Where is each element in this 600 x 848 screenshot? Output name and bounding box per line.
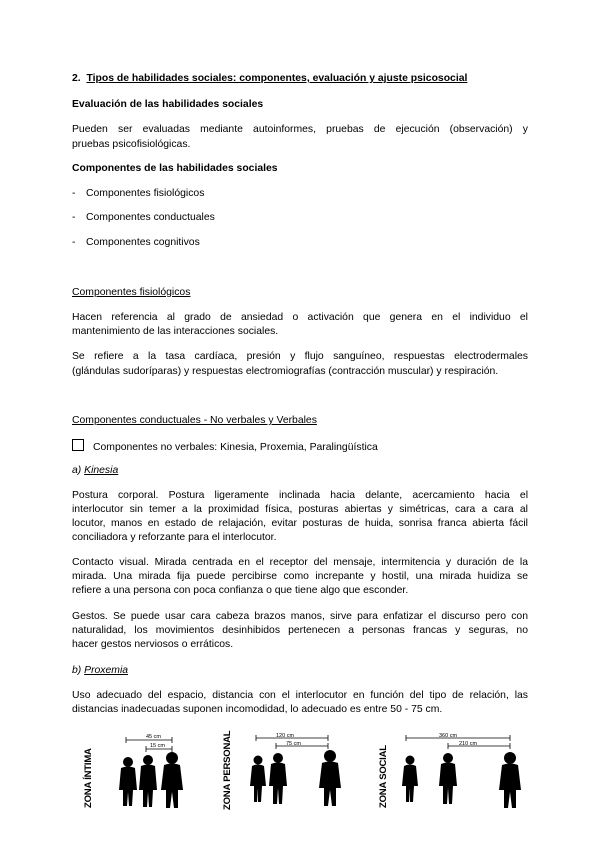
zone-label: ZONA PERSONAL	[222, 730, 233, 810]
bullet-dash: -	[72, 212, 76, 223]
kinesia-title: Kinesia	[84, 465, 119, 476]
zone-inner-distance: 75 cm	[286, 741, 301, 747]
zone-outer-distance: 45 cm	[146, 734, 161, 740]
paragraph-line: Uso adecuado del espacio, distancia con el interlocutor en función del tipo de relación, las	[72, 690, 528, 701]
zone-outer-distance: 360 cm	[439, 733, 458, 739]
paragraph-line: refiere a una persona con poca confianza o que tiene algo que esconder.	[72, 585, 409, 596]
fisiologicos-heading: Componentes fisiológicos	[72, 287, 191, 298]
conductuales-heading: Componentes conductuales - No verbales y Verbales	[72, 415, 317, 426]
checkbox-label: Componentes no verbales: Kinesia, Proxemia, Paralingüística	[93, 442, 378, 453]
paragraph-line: Postura corporal. Postura ligeramente inclinada hacia delante, acercamiento hacia el	[72, 490, 528, 501]
section-number: 2.	[72, 73, 81, 84]
zone-outer-distance: 120 cm	[276, 733, 295, 739]
section-title-text: Tipos de habilidades sociales: componentes, evaluación y ajuste psicosocial	[86, 73, 468, 84]
proxemia-title: Proxemia	[84, 665, 129, 676]
list-item	[72, 187, 528, 200]
paragraph-line: interlocutor sin temer a la proximidad física, posturas abiertas y simétricas, cara a cara al	[72, 504, 528, 515]
list-item	[72, 211, 528, 224]
bullet-dash: -	[72, 188, 76, 199]
componentes-heading: Componentes de las habilidades sociales	[72, 163, 278, 174]
paragraph-line: conciliadora y reforzante para el interlocutor.	[72, 532, 277, 543]
paragraph-line: distancias inadecuadas suponen incomodidad, lo adecuado es entre 50 - 75 cm.	[72, 704, 443, 715]
zone-inner-distance: 210 cm	[459, 741, 478, 747]
paragraph-line: Hacen referencia al grado de ansiedad o activación que genera en el individuo el	[72, 312, 528, 323]
zone-label: ZONA ÍNTIMA	[83, 748, 94, 808]
paragraph-line: naturalidad, los movimientos desinhibidos pertenecen a personas francas y seguras, no	[72, 625, 528, 636]
paragraph-line: (glándulas sudoríparas) y respuestas electromiografías (contracción muscular) y respiración.	[72, 366, 499, 377]
paragraph-line: mirada. Una mirada fija puede percibirse como increpante y hostil, una mirada huidiza se	[72, 571, 528, 582]
evaluacion-text-line: pruebas psicofisiológicas.	[72, 139, 191, 150]
paragraph-line: Contacto visual. Mirada centrada en el receptor del mensaje, intermitencia y duración de la	[72, 557, 528, 568]
zone-illustration-personal	[248, 728, 358, 812]
list-item-text: Componentes conductuales	[86, 212, 215, 223]
checkbox-item	[72, 439, 528, 454]
paragraph-line: locutor, manos en estado de relajación, evitar posturas de huida, sonrisa franca abierta fácil	[72, 518, 528, 529]
paragraph-line: mantenimiento de las interacciones sociales.	[72, 326, 279, 337]
proxemia-prefix: b)	[72, 665, 82, 676]
bullet-dash: -	[72, 237, 76, 248]
zone-illustration-intima	[110, 728, 200, 812]
kinesia-label	[72, 464, 528, 477]
proxemia-figure	[70, 728, 530, 812]
zone-illustration-social	[400, 728, 530, 812]
proxemia-label	[72, 664, 528, 677]
evaluacion-heading: Evaluación de las habilidades sociales	[72, 99, 264, 110]
list-item	[72, 236, 528, 249]
list-item-text: Componentes cognitivos	[86, 237, 200, 248]
evaluacion-text-line: Pueden ser evaluadas mediante autoinformes, pruebas de ejecución (observación) y	[72, 124, 528, 135]
section-title	[72, 72, 528, 85]
checkbox-icon	[72, 439, 84, 451]
list-item-text: Componentes fisiológicos	[86, 188, 205, 199]
zone-label: ZONA SOCIAL	[378, 745, 389, 808]
kinesia-prefix: a)	[72, 465, 82, 476]
paragraph-line: Gestos. Se puede usar cara cabeza brazos manos, sirve para enfatizar el discurso pero con	[72, 611, 528, 622]
paragraph-line: Se refiere a la tasa cardíaca, presión y flujo sanguíneo, respuestas electrodermales	[72, 351, 528, 362]
paragraph-line: hacer gestos nerviosos o erráticos.	[72, 639, 234, 650]
zone-inner-distance: 15 cm	[150, 743, 165, 749]
